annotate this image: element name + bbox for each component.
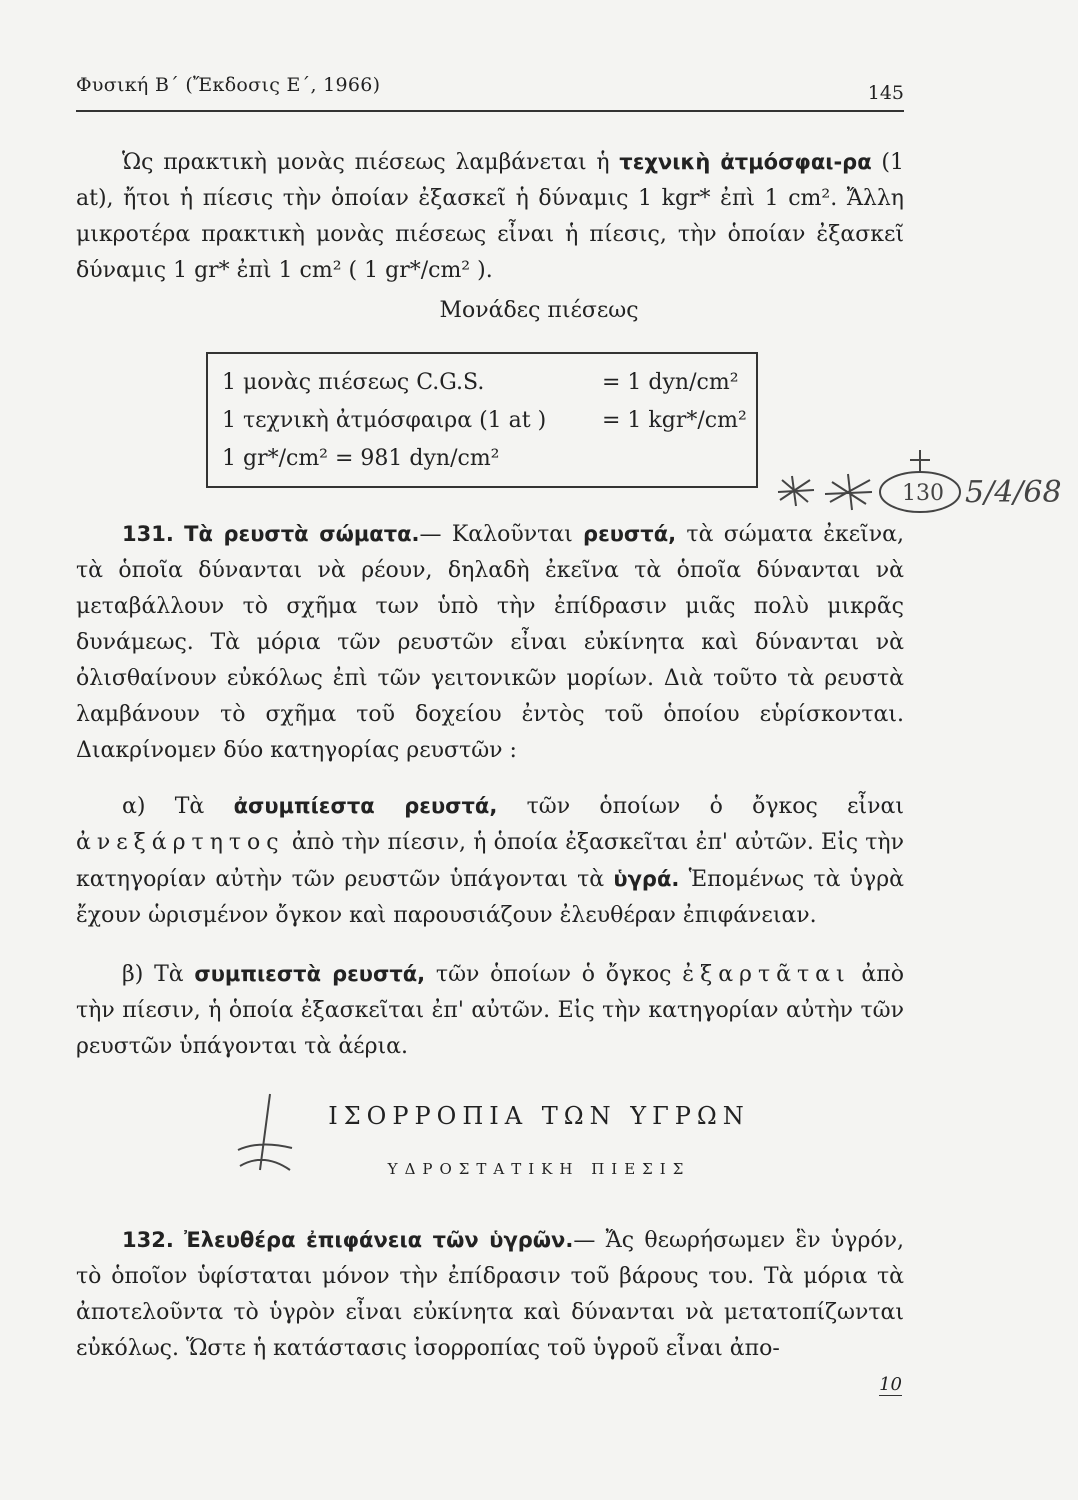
section-title: Τὰ ρευστὰ σώματα.	[184, 522, 420, 546]
units-title: Μονάδες πιέσεως	[439, 298, 639, 323]
item-text: Τὰ	[145, 794, 234, 819]
item-text: Τὰ	[143, 962, 195, 987]
bold-term: ὑγρά.	[613, 867, 680, 891]
spaced-term: ἀνεξάρτητος	[76, 830, 285, 855]
page-number: 145	[867, 82, 904, 104]
bold-term: ἀσυμπίεστα ρευστά,	[233, 794, 498, 818]
intro-text-2: (1 at), ἤτοι ἡ πίεσις τὴν ὁποίαν ἐξασκεῖ ἡ δύναμις 1 kgr* ἐπὶ 1 cm². Ἄλλη μικροτέρα πρακτικὴ μονὰς πιέσεως εἶναι ἡ πίεσις, τὴν ὁποίαν ἐξασκεῖ δύναμις 1 gr* ἐπὶ 1 cm² ( 1 gr*/cm² ).	[76, 150, 904, 283]
section-body: — Ἄς θεωρήσωμεν ἓν ὑγρόν, τὸ ὁποῖον ὑφίσταται μόνον τὴν ἐπίδρασιν τοῦ βάρους του. Τὰ μόρια τὰ ἀποτελοῦντα τὸ ὑγρὸν εἶναι εὐκίνητα καὶ δύνανται νὰ μετατοπίζωνται εὐκόλως. Ὥστε ἡ κατάστασις ἰσορροπίας τοῦ ὑγροῦ εἶναι ἀπο-	[76, 1228, 904, 1361]
pencil-scribble-icon	[230, 1090, 300, 1180]
item-text: ἀπὸ τὴν πίεσιν, ἡ ὁποία ἐξασκεῖται ἐπ' αὐτῶν. Εἰς τὴν κατηγορίαν αὐτὴν τῶν ρευστῶν ὑπάγονται τὰ ἀέρια.	[76, 962, 904, 1059]
units-row-left: 1 τεχνικὴ ἀτμόσφαιρα (1 at )	[222, 408, 547, 433]
running-title: Φυσική Β΄ (Ἔκδοσις Ε΄, 1966)	[76, 74, 381, 96]
section-dash: — Καλοῦνται	[419, 522, 584, 547]
spaced-term: ἐξαρτᾶται	[682, 962, 851, 987]
units-row-left: 1 μονὰς πιέσεως C.G.S.	[222, 370, 485, 395]
item-label: β)	[122, 962, 144, 987]
annotation-text: 130	[902, 481, 944, 506]
chapter-subtitle: ΥΔΡΟΣΤΑΤΙΚΗ ΠΙΕΣΙΣ	[387, 1160, 691, 1178]
units-row	[222, 440, 742, 478]
item-b	[76, 956, 904, 1065]
item-a	[76, 788, 904, 934]
section-132	[76, 1222, 904, 1367]
units-row	[222, 402, 747, 440]
bold-term: συμπιεστὰ ρευστά,	[194, 962, 426, 986]
annotation-date: 5/4/68	[965, 475, 1062, 510]
item-text: Ἑπομένως τὰ ὑγρὰ ἔχουν ὡρισμένον ὄγκον καὶ παρουσιάζουν ἐλευθέραν ἐπιφάνειαν.	[76, 867, 904, 928]
section-131	[76, 516, 904, 769]
units-row-right: = 1 dyn/cm²	[602, 370, 739, 395]
item-text: τῶν ὁποίων ὁ ὄγκος εἶναι	[497, 794, 904, 819]
item-text: ἀπὸ τὴν πίεσιν, ἡ ὁποία ἐξασκεῖται ἐπ' αὐτῶν. Εἰς τὴν κατηγορίαν αὐτὴν τῶν ρευστῶν ὑπάγονται τὰ	[76, 830, 904, 892]
chapter-title: ΙΣΟΡΡΟΠΙΑ ΤΩΝ ΥΓΡΩΝ	[328, 1102, 750, 1130]
section-number: 131.	[122, 522, 174, 546]
section-number: 132.	[122, 1228, 174, 1252]
section-title: Ἐλευθέρα ἐπιφάνεια τῶν ὑγρῶν.	[184, 1228, 574, 1252]
units-table	[206, 352, 758, 488]
units-row-left: 1 gr*/cm² = 981 dyn/cm²	[222, 446, 500, 471]
item-label: α)	[122, 794, 146, 819]
intro-text-1: Ὡς πρακτικὴ μονὰς πιέσεως λαμβάνεται ἡ	[122, 150, 620, 175]
intro-bold-term: τεχνικὴ ἀτμόσφαι-ρα	[619, 150, 872, 174]
units-row-right: = 1 kgr*/cm²	[602, 408, 747, 433]
bold-term: ρευστά,	[583, 522, 677, 546]
section-body: τὰ σώματα ἐκεῖνα, τὰ ὁποῖα δύνανται νὰ ρέουν, δηλαδὴ ἐκεῖνα τὰ ὁποῖα δύνανται νὰ μεταβάλλουν τὸ σχῆμα των ὑπὸ τὴν ἐπίδρασιν μιᾶς πολὺ μικρᾶς δυνάμεως. Τὰ μόρια τῶν ρευστῶν εἶναι εὐκίνητα καὶ δύνανται νὰ ὀλισθαίνουν εὐκόλως ἐπὶ τῶν γειτονικῶν μορίων. Διὰ τοῦτο τὰ ρευστὰ λαμβάνουν τὸ σχῆμα τοῦ δοχείου ἐντὸς τοῦ ὁποίου εὑρίσκονται. Διακρίνομεν δύο κατηγορίας ρευστῶν :	[76, 522, 904, 763]
units-row	[222, 364, 742, 402]
page-header	[76, 70, 904, 112]
intro-paragraph	[76, 144, 904, 289]
item-text: τῶν ὁποίων ὁ ὄγκος	[425, 962, 683, 987]
signature-mark: 10	[879, 1374, 902, 1395]
